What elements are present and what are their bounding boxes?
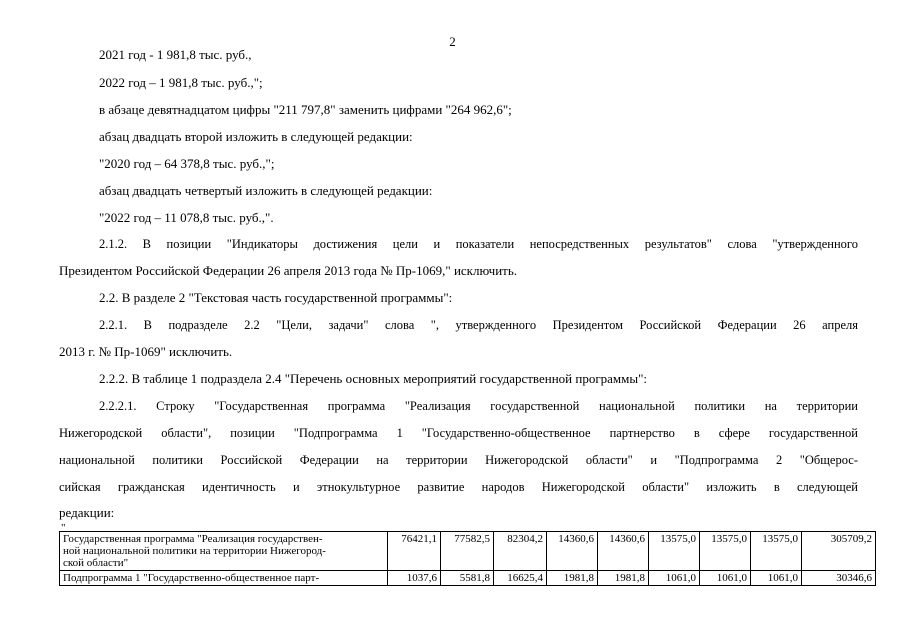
program-name-cell bbox=[60, 532, 388, 571]
text-line: 2022 год – 1 981,8 тыс. руб.,"; bbox=[99, 75, 263, 90]
total-cell: 305709,2 bbox=[802, 532, 876, 571]
text-line: "2022 год – 11 078,8 тыс. руб.,". bbox=[99, 210, 274, 225]
program-name-line: Государственная программа "Реализация государствен- bbox=[63, 533, 323, 545]
total-cell: 30346,6 bbox=[802, 571, 876, 586]
value-cell: 13575,0 bbox=[700, 532, 751, 571]
paragraph-2-1-2-line: Президентом Российской Федерации 26 апреля 2013 года № Пр-1069," исключить. bbox=[59, 263, 518, 278]
paragraph-2-2-2-1-line: сийская гражданская идентичность и этнокультурное развитие народов Нижегородской области" изложить в следующей bbox=[59, 480, 858, 494]
paragraph-2-2-2-1-line: Нижегородской области", позиции "Подпрограмма 1 "Государственно-общественное партнерство в сфере государственной bbox=[59, 426, 858, 440]
text-line: абзац двадцать четвертый изложить в следующей редакции: bbox=[99, 183, 433, 198]
value-cell: 1061,0 bbox=[649, 571, 700, 586]
text-line: абзац двадцать второй изложить в следующей редакции: bbox=[99, 129, 413, 144]
paragraph-2-2: 2.2. В разделе 2 "Текстовая часть государственной программы": bbox=[99, 290, 453, 305]
text-line: в абзаце девятнадцатом цифры "211 797,8" заменить цифрами "264 962,6"; bbox=[99, 102, 512, 117]
value-cell: 14360,6 bbox=[547, 532, 598, 571]
value-cell: 1037,6 bbox=[388, 571, 441, 586]
table-row bbox=[60, 571, 876, 586]
program-name-cell bbox=[60, 571, 388, 586]
page-number: 2 bbox=[449, 34, 456, 49]
value-cell: 1061,0 bbox=[700, 571, 751, 586]
paragraph-2-2-1-line: 2013 г. № Пр-1069" исключить. bbox=[59, 344, 233, 359]
value-cell: 1981,8 bbox=[598, 571, 649, 586]
value-cell: 82304,2 bbox=[494, 532, 547, 571]
value-cell: 16625,4 bbox=[494, 571, 547, 586]
paragraph-2-2-2-1-line: редакции: bbox=[59, 505, 115, 520]
program-name-line: ной национальной политики на территории Нижегород- bbox=[63, 545, 326, 557]
value-cell: 5581,8 bbox=[441, 571, 494, 586]
value-cell: 77582,5 bbox=[441, 532, 494, 571]
table-row bbox=[60, 532, 876, 571]
paragraph-2-2-2-1-line: национальной политики Российской Федерации на территории Нижегородской области" и "Подпрограмма 2 "Общерос- bbox=[59, 453, 858, 467]
program-table bbox=[59, 531, 876, 586]
value-cell: 1061,0 bbox=[751, 571, 802, 586]
paragraph-2-2-2: 2.2.2. В таблице 1 подраздела 2.4 "Перечень основных мероприятий государственной программы": bbox=[99, 371, 648, 386]
value-cell: 13575,0 bbox=[649, 532, 700, 571]
paragraph-2-2-1-line: 2.2.1. В подразделе 2.2 "Цели, задачи" слова ", утвержденного Президентом Российской Федерации 26 апреля bbox=[99, 318, 858, 332]
opening-quote: " bbox=[61, 522, 66, 534]
paragraph-2-2-2-1-line: 2.2.2.1. Строку "Государственная программа "Реализация государственной национальной политики на территории bbox=[99, 399, 858, 413]
value-cell: 76421,1 bbox=[388, 532, 441, 571]
text-line: 2021 год - 1 981,8 тыс. руб., bbox=[99, 47, 252, 62]
text-line: "2020 год – 64 378,8 тыс. руб.,"; bbox=[99, 156, 275, 171]
program-name-line: Подпрограмма 1 "Государственно-общественное парт- bbox=[63, 572, 320, 584]
program-name-line: ской области" bbox=[63, 557, 129, 569]
value-cell: 14360,6 bbox=[598, 532, 649, 571]
value-cell: 1981,8 bbox=[547, 571, 598, 586]
value-cell: 13575,0 bbox=[751, 532, 802, 571]
paragraph-2-1-2-line: 2.1.2. В позиции "Индикаторы достижения цели и показатели непосредственных результатов" слова "утвержденного bbox=[99, 237, 858, 251]
